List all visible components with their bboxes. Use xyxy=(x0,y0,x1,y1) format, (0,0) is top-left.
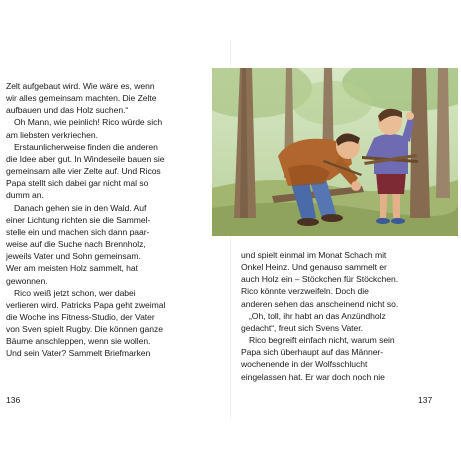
text-line: gedacht“, freut sich Svens Vater. xyxy=(241,322,363,333)
text-line: Rico könnte verzweifeln. Doch die xyxy=(241,286,369,297)
text-line: auch Holz ein – Stöckchen für Stöckchen. xyxy=(241,274,399,285)
tree-trunk xyxy=(436,68,450,198)
text-line: stelle ein und machen sich dann paar- xyxy=(6,226,150,237)
text-line: Und sein Vater? Sammelt Briefmarken xyxy=(6,348,151,359)
text-line: Oh Mann, wie peinlich! Rico würde sich xyxy=(14,117,163,128)
text-line: wir alles gemeinsam machten. Die Zelte xyxy=(6,93,157,104)
text-line: Rico weiß jetzt schon, wer dabei xyxy=(14,287,136,298)
text-line: Papa sich überhaupt auf das Männer- xyxy=(241,347,384,358)
text-line: und spielt einmal im Monat Schach mit xyxy=(241,250,387,260)
text-line: anderen sehen das anscheinend nicht so. xyxy=(241,298,399,309)
text-line: eingelassen hat. Er war doch noch nie xyxy=(241,371,385,382)
text-line: dumm an. xyxy=(6,190,44,201)
text-line: von Sven spielt Rugby. Die können ganze xyxy=(6,324,163,335)
right-page-text xyxy=(241,249,456,383)
text-line: jeweils Vater und Sohn gemeinsam. xyxy=(6,251,141,262)
text-line: verlieren wird. Patricks Papa geht zweimal xyxy=(6,299,166,310)
text-line: Wer am meisten Holz sammelt, hat xyxy=(6,263,138,274)
left-page-text xyxy=(6,80,226,360)
text-line: gemeinsam alle vier Zelte auf. Und Ricos xyxy=(6,166,161,177)
text-line: Bäume anschleppen, wenn sie wollen. xyxy=(6,336,151,347)
page-number-left: 136 xyxy=(6,395,21,405)
illustration-svg xyxy=(212,68,458,236)
text-line: Papa stellt sich dabei gar nicht mal so xyxy=(6,178,149,189)
page-number-right: 137 xyxy=(418,395,433,405)
boy-shoe xyxy=(376,218,390,224)
boy-hand xyxy=(406,112,414,120)
boy-shorts xyxy=(376,172,406,194)
boy-shirt xyxy=(374,134,408,174)
text-line: Danach gehen sie in den Wald. Auf xyxy=(14,202,147,213)
boy-shoe xyxy=(391,218,405,224)
man-shoe xyxy=(297,218,319,226)
man-shoe xyxy=(321,214,343,222)
text-line: am liebsten verkriechen. xyxy=(6,129,98,140)
text-line: die Idee aber gut. In Windeseile bauen sie xyxy=(6,153,165,164)
text-line: aufbauen und das Holz suchen.“ xyxy=(6,105,129,116)
text-line: wochenende in der Wolfsschlucht xyxy=(241,359,368,370)
text-line: „Oh, toll, ihr habt an das Anzündholz xyxy=(249,310,386,321)
man-hand xyxy=(351,181,361,191)
text-line: weise auf die Suche nach Brennholz, xyxy=(6,239,146,250)
text-line: Rico begreift einfach nicht, warum sein xyxy=(249,335,395,346)
text-line: Onkel Heinz. Und genauso sammelt er xyxy=(241,262,387,273)
text-line: Zelt aufgebaut wird. Wie wäre es, wenn xyxy=(6,81,155,91)
forest-illustration xyxy=(212,68,458,236)
text-line: Erstaunlicherweise finden die anderen xyxy=(14,141,158,152)
text-line: einer Lichtung richten sie die Sammel- xyxy=(6,214,151,225)
text-line: gewonnen. xyxy=(6,275,48,286)
text-line: die Woche ins Fitness-Studio, der Vater xyxy=(6,311,155,322)
